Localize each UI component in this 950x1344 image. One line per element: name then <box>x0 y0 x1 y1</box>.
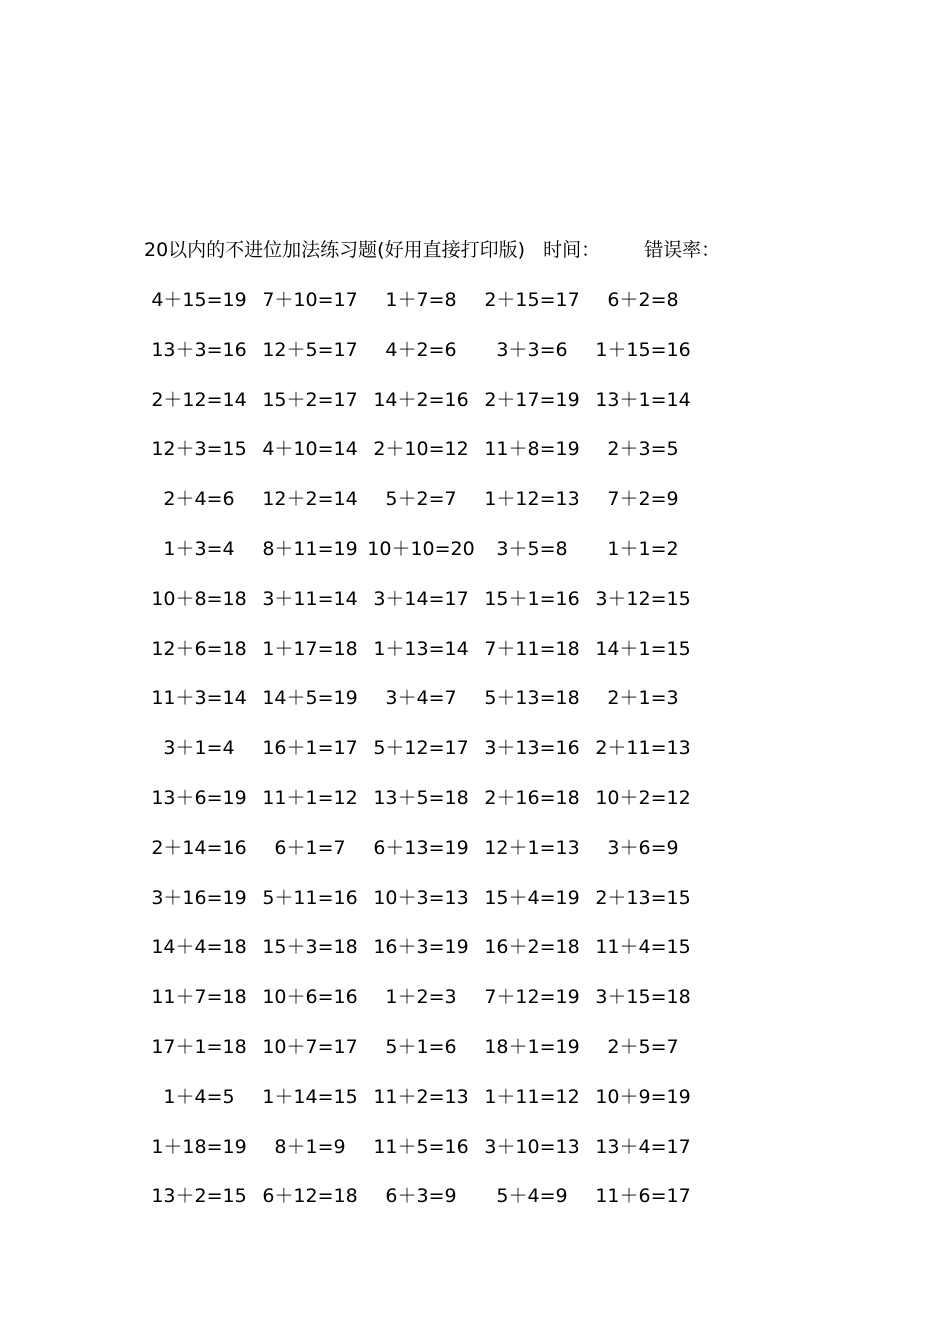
problem-cell: 2＋11=13 <box>595 737 691 760</box>
problem-cell: 5＋12=17 <box>373 737 469 760</box>
problem-cell: 13＋5=18 <box>373 786 469 809</box>
problem-cell: 3＋1=4 <box>163 737 235 760</box>
problem-cell: 2＋16=18 <box>484 786 580 809</box>
problem-cell: 7＋2=9 <box>607 488 679 511</box>
problem-row <box>144 535 724 585</box>
problem-row <box>144 1083 724 1133</box>
problem-cell: 6＋12=18 <box>262 1185 358 1208</box>
problem-cell: 12＋3=15 <box>151 438 247 461</box>
problem-cell: 2＋1=3 <box>607 687 679 710</box>
problem-cell: 13＋2=15 <box>151 1185 247 1208</box>
problem-cell: 12＋2=14 <box>262 488 358 511</box>
problem-row <box>144 1182 724 1232</box>
problem-row <box>144 336 724 386</box>
problem-cell: 3＋10=13 <box>484 1135 580 1158</box>
problem-row <box>144 684 724 734</box>
problem-row <box>144 435 724 485</box>
title-line <box>144 236 720 264</box>
problem-cell: 3＋12=15 <box>595 587 691 610</box>
problem-cell: 3＋5=8 <box>496 537 568 560</box>
problem-row <box>144 884 724 934</box>
problem-row <box>144 834 724 884</box>
problem-cell: 18＋1=19 <box>484 1035 580 1058</box>
problem-cell: 1＋11=12 <box>484 1085 580 1108</box>
problem-row <box>144 635 724 685</box>
problem-cell: 2＋10=12 <box>373 438 469 461</box>
problem-cell: 1＋15=16 <box>595 338 691 361</box>
problem-cell: 1＋4=5 <box>163 1085 235 1108</box>
problem-cell: 1＋17=18 <box>262 637 358 660</box>
problem-cell: 3＋6=9 <box>607 836 679 859</box>
problem-cell: 1＋14=15 <box>262 1085 358 1108</box>
problem-cell: 3＋15=18 <box>595 986 691 1009</box>
problem-cell: 7＋10=17 <box>262 289 358 311</box>
problem-cell: 11＋3=14 <box>151 687 247 710</box>
problem-row <box>144 286 724 336</box>
problem-grid <box>144 286 724 1232</box>
problem-cell: 7＋12=19 <box>484 986 580 1009</box>
problem-cell: 3＋13=16 <box>484 737 580 760</box>
problem-cell: 14＋5=19 <box>262 687 358 710</box>
problem-cell: 13＋3=16 <box>151 338 247 361</box>
problem-cell: 1＋12=13 <box>484 488 580 511</box>
problem-cell: 13＋6=19 <box>151 786 247 809</box>
problem-cell: 2＋12=14 <box>151 388 247 411</box>
problem-cell: 11＋2=13 <box>373 1085 469 1108</box>
problem-cell: 1＋2=3 <box>385 986 457 1009</box>
problem-cell: 15＋1=16 <box>484 587 580 610</box>
problem-cell: 2＋17=19 <box>484 388 580 411</box>
problem-cell: 2＋4=6 <box>163 488 235 511</box>
problem-cell: 14＋2=16 <box>373 388 469 411</box>
problem-cell: 4＋15=19 <box>151 289 247 311</box>
problem-cell: 2＋5=7 <box>607 1035 679 1058</box>
problem-cell: 10＋7=17 <box>262 1035 358 1058</box>
problem-row <box>144 585 724 635</box>
problem-cell: 11＋5=16 <box>373 1135 469 1158</box>
problem-row <box>144 734 724 784</box>
problem-row <box>144 983 724 1033</box>
problem-cell: 16＋1=17 <box>262 737 358 760</box>
problem-cell: 5＋13=18 <box>484 687 580 710</box>
problem-cell: 10＋3=13 <box>373 886 469 909</box>
problem-cell: 11＋4=15 <box>595 936 691 959</box>
problem-cell: 4＋2=6 <box>385 338 457 361</box>
problem-cell: 8＋1=9 <box>274 1135 346 1158</box>
problem-cell: 10＋8=18 <box>151 587 247 610</box>
problem-cell: 5＋4=9 <box>496 1185 568 1208</box>
problem-cell: 1＋18=19 <box>151 1135 247 1158</box>
problem-cell: 15＋4=19 <box>484 886 580 909</box>
problem-cell: 6＋1=7 <box>274 836 346 859</box>
problem-cell: 15＋2=17 <box>262 388 358 411</box>
problem-cell: 1＋1=2 <box>607 537 679 560</box>
worksheet-title: 20以内的不进位加法练习题(好用直接打印版) <box>144 239 526 261</box>
problem-cell: 12＋1=13 <box>484 836 580 859</box>
problem-cell: 1＋3=4 <box>163 537 235 560</box>
problem-cell: 2＋14=16 <box>151 836 247 859</box>
problem-row <box>144 933 724 983</box>
problem-cell: 11＋8=19 <box>484 438 580 461</box>
problem-cell: 3＋11=14 <box>262 587 358 610</box>
problem-cell: 5＋2=7 <box>385 488 457 511</box>
problem-cell: 1＋13=14 <box>373 637 469 660</box>
problem-cell: 10＋10=20 <box>367 537 475 560</box>
problem-cell: 3＋14=17 <box>373 587 469 610</box>
problem-cell: 10＋2=12 <box>595 786 691 809</box>
problem-cell: 1＋7=8 <box>385 289 457 311</box>
problem-row <box>144 485 724 535</box>
problem-cell: 13＋4=17 <box>595 1135 691 1158</box>
error-rate-label: 错误率： <box>644 239 721 261</box>
problem-cell: 10＋6=16 <box>262 986 358 1009</box>
problem-cell: 12＋6=18 <box>151 637 247 660</box>
problem-cell: 2＋13=15 <box>595 886 691 909</box>
time-label: 时间： <box>543 239 601 261</box>
problem-cell: 3＋16=19 <box>151 886 247 909</box>
problem-cell: 17＋1=18 <box>151 1035 247 1058</box>
problem-row <box>144 1033 724 1083</box>
problem-row <box>144 1133 724 1183</box>
problem-cell: 2＋3=5 <box>607 438 679 461</box>
problem-row <box>144 386 724 436</box>
problem-cell: 4＋10=14 <box>262 438 358 461</box>
problem-cell: 7＋11=18 <box>484 637 580 660</box>
problem-cell: 6＋13=19 <box>373 836 469 859</box>
problem-cell: 11＋7=18 <box>151 986 247 1009</box>
problem-cell: 14＋1=15 <box>595 637 691 660</box>
problem-cell: 14＋4=18 <box>151 936 247 959</box>
problem-cell: 10＋9=19 <box>595 1085 691 1108</box>
problem-cell: 16＋3=19 <box>373 936 469 959</box>
problem-cell: 8＋11=19 <box>262 537 358 560</box>
problem-cell: 3＋3=6 <box>496 338 568 361</box>
problem-cell: 5＋1=6 <box>385 1035 457 1058</box>
problem-cell: 6＋2=8 <box>607 289 679 311</box>
problem-cell: 12＋5=17 <box>262 338 358 361</box>
problem-cell: 5＋11=16 <box>262 886 358 909</box>
problem-cell: 2＋15=17 <box>484 289 580 311</box>
problem-cell: 16＋2=18 <box>484 936 580 959</box>
problem-cell: 11＋1=12 <box>262 786 358 809</box>
problem-cell: 3＋4=7 <box>385 687 457 710</box>
problem-cell: 6＋3=9 <box>385 1185 457 1208</box>
problem-row <box>144 784 724 834</box>
problem-cell: 11＋6=17 <box>595 1185 691 1208</box>
problem-cell: 13＋1=14 <box>595 388 691 411</box>
problem-cell: 15＋3=18 <box>262 936 358 959</box>
